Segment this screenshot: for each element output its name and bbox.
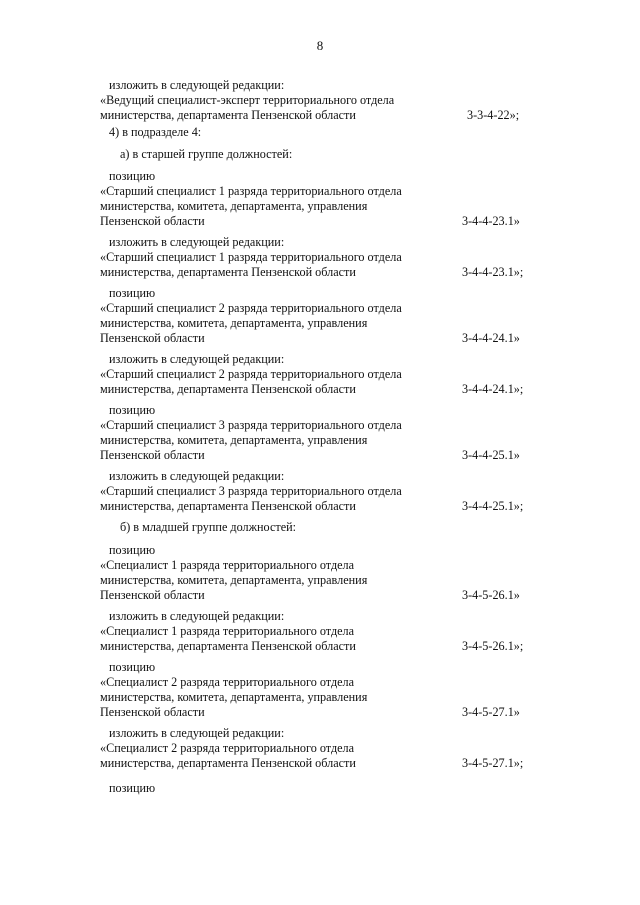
text-line: Пензенской области (100, 331, 205, 345)
text-line: «Специалист 2 разряда территориального отдела (100, 741, 355, 755)
text-line: позицию (109, 660, 156, 674)
text-line: министерства, департамента Пензенской области (100, 756, 356, 770)
text-line: Пензенской области (100, 214, 205, 228)
text-line: министерства, комитета, департамента, управления (100, 199, 368, 213)
text-line: «Старший специалист 1 разряда территориального отдела (100, 250, 402, 264)
text-line: «Старший специалист 2 разряда территориального отдела (100, 367, 402, 381)
position-code: 3-4-4-23.1»; (462, 265, 524, 279)
text-line: Пензенской области (100, 448, 205, 462)
text-line: «Специалист 1 разряда территориального отдела (100, 624, 355, 638)
position-code: 3-4-5-27.1»; (462, 756, 524, 770)
text-line: министерства, департамента Пензенской области (100, 382, 356, 396)
position-code: 3-4-4-24.1»; (462, 382, 524, 396)
text-line: позицию (109, 781, 156, 795)
text-line: министерства, департамента Пензенской области (100, 108, 356, 122)
text-line: «Специалист 1 разряда территориального отдела (100, 558, 355, 572)
position-code: 3-4-4-23.1» (462, 214, 520, 228)
text-line: позицию (109, 403, 156, 417)
text-line: позицию (109, 286, 156, 300)
position-code: 3-4-5-26.1» (462, 588, 520, 602)
text-line: «Старший специалист 1 разряда территориального отдела (100, 184, 402, 198)
text-line: а) в старшей группе должностей: (120, 147, 293, 161)
text-line: министерства, комитета, департамента, управления (100, 433, 368, 447)
text-line: изложить в следующей редакции: (109, 78, 285, 92)
text-line: «Специалист 2 разряда территориального отдела (100, 675, 355, 689)
text-line: министерства, комитета, департамента, управления (100, 316, 368, 330)
text-line: изложить в следующей редакции: (109, 352, 285, 366)
position-code: 3-3-4-22»; (467, 108, 520, 122)
text-line: 4) в подразделе 4: (109, 125, 202, 139)
text-line: министерства, комитета, департамента, управления (100, 690, 368, 704)
text-line: «Старший специалист 3 разряда территориального отдела (100, 484, 402, 498)
text-line: изложить в следующей редакции: (109, 235, 285, 249)
position-code: 3-4-4-25.1»; (462, 499, 524, 513)
text-line: изложить в следующей редакции: (109, 726, 285, 740)
text-line: изложить в следующей редакции: (109, 469, 285, 483)
text-line: б) в младшей группе должностей: (120, 520, 297, 534)
text-line: Пензенской области (100, 705, 205, 719)
text-line: «Ведущий специалист-эксперт территориального отдела (100, 93, 395, 107)
position-code: 3-4-5-27.1» (462, 705, 520, 719)
text-line: изложить в следующей редакции: (109, 609, 285, 623)
text-line: «Старший специалист 2 разряда территориального отдела (100, 301, 402, 315)
text-line: позицию (109, 169, 156, 183)
position-code: 3-4-4-24.1» (462, 331, 520, 345)
text-line: позицию (109, 543, 156, 557)
page-number: 8 (316, 38, 324, 53)
text-line: Пензенской области (100, 588, 205, 602)
text-line: министерства, департамента Пензенской области (100, 639, 356, 653)
text-line: «Старший специалист 3 разряда территориального отдела (100, 418, 402, 432)
text-line: министерства, департамента Пензенской области (100, 265, 356, 279)
text-line: министерства, департамента Пензенской области (100, 499, 356, 513)
position-code: 3-4-4-25.1» (462, 448, 520, 462)
position-code: 3-4-5-26.1»; (462, 639, 524, 653)
text-line: министерства, комитета, департамента, управления (100, 573, 368, 587)
